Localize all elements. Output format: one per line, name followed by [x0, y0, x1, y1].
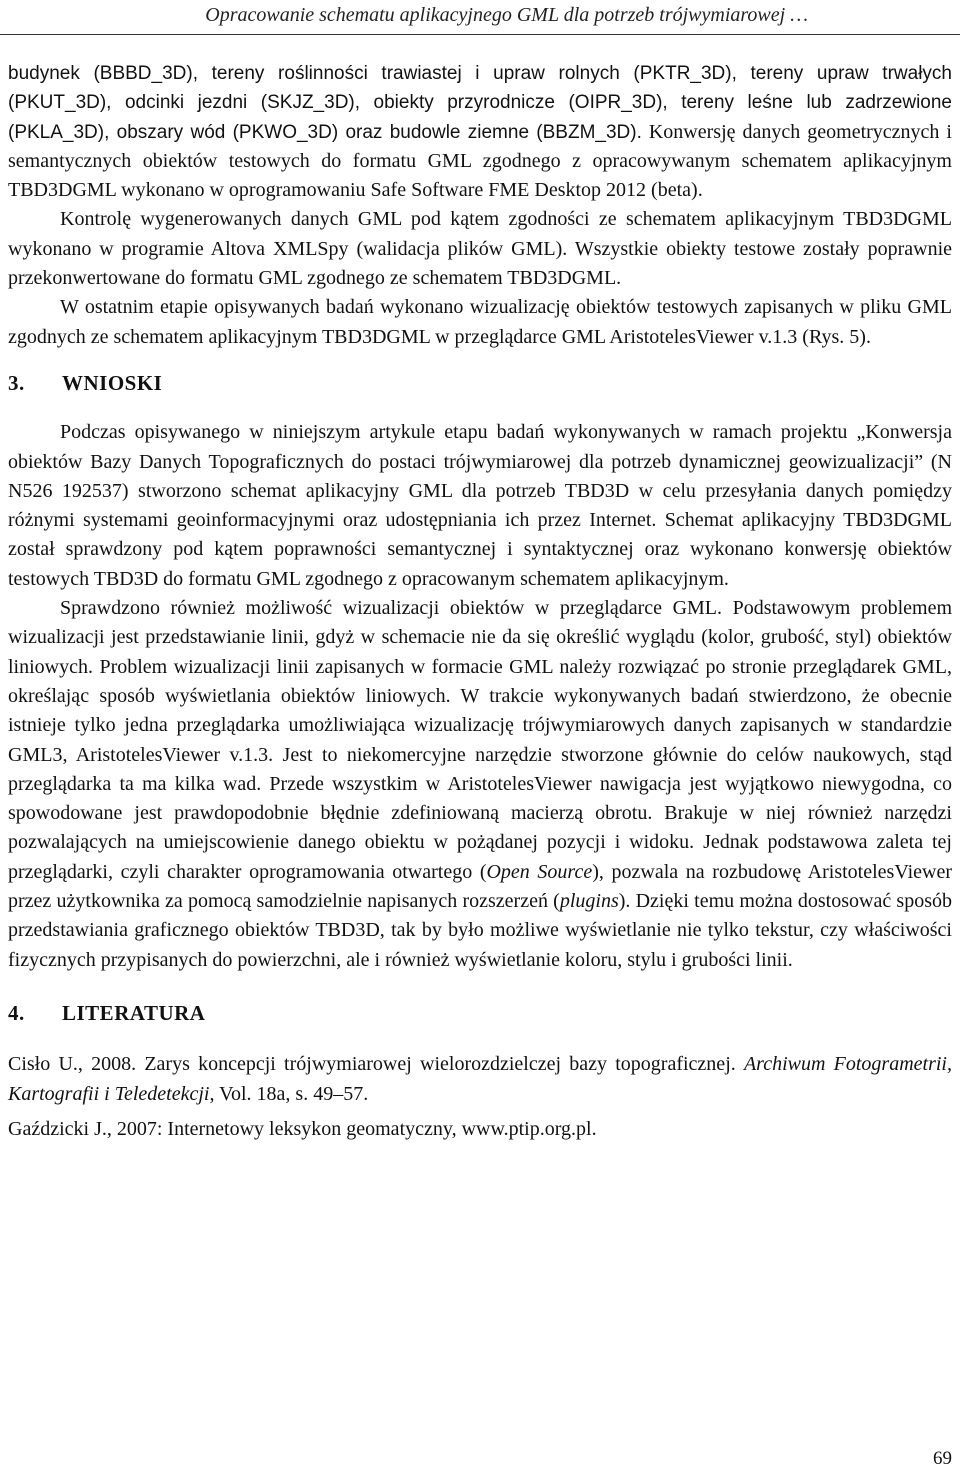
page-number: 69 [933, 1448, 952, 1469]
conclusions-paragraph-2: Sprawdzono również możliwość wizualizacji obiektów w przeglądarce GML. Podstawowym problemem wizualizacji jest przedstawianie linii, gdyż w schemacie nie da się określić wyglądu (kolor, grubość, styl) obiektów liniowych. Problem wizualizacji linii zapisanych w formacie GML należy rozwiązać po stronie przeglądarek GML, określając sposób wyświetlania obiektów liniowych. W trakcie wykonywanych badań stwierdzono, że obecnie istnieje tylko jedna przeglądarka umożliwiająca wizualizację trójwymiarowych danych zapisanych w standardzie GML3, AristotelesViewer v.1.3. Jest to niekomercyjne narzędzie stworzone głównie do celów naukowych, stąd przeglądarka ta ma kilka wad. Przede wszystkim w AristotelesViewer nawigacja jest wyjątkowo niewygodna, co spowodowane jest prawdopodobnie błędnie zdefiniowaną macierzą obrotu. Brakuje w niej również narzędzi pozwalających na umiejscowienie danego obiektu w pożądanej pozycji i widoku. Jednak podstawowa zaleta tej przeglądarki, czyli charakter oprogramowania otwartego (Open Source), pozwala na rozbudowę AristotelesViewer przez użytkownika za pomocą samodzielnie napisanych rozszerzeń (plugins). Dzięki temu można dostosować sposób przedstawiania graficznego obiektów TBD3D, tak by było możliwe wyświetlanie nie tylko tekstur, czy właściwości fizycznych przypisanych do powierzchni, ale i również wyświetlanie koloru, stylu i grubości linii. [8, 597, 952, 971]
reference-item: Cisło U., 2008. Zarys koncepcji trójwymiarowej wielorozdzielczej bazy topograficznej. Archiwum Fotogrametrii, Kartografii i Teledetekcji, Vol. 18a, s. 49–57. [8, 1053, 952, 1105]
visualization-paragraph: W ostatnim etapie opisywanych badań wykonano wizualizację obiektów testowych zapisanych w pliku GML zgodnych ze schematem aplikacyjnym TBD3DGML w przeglądarce GML AristotelesViewer v.1.3 (Rys. 5). [8, 296, 952, 348]
section-number: 3. [8, 370, 25, 395]
section-heading-literature [8, 999, 952, 1028]
conclusions-paragraph-1: Podczas opisywanego w niniejszym artykule etapu badań wykonywanych w ramach projektu „Konwersja obiektów Bazy Danych Topograficznych do postaci trójwymiarowej dla potrzeb dynamicznej geowizualizacji” (N N526 192537) stworzono schemat aplikacyjny GML dla potrzeb TBD3D w celu przesyłania danych pomiędzy różnymi systemami geoinformacyjnymi oraz udostępniania ich przez Internet. Schemat aplikacyjny TBD3DGML został sprawdzony pod kątem poprawności semantycznej i syntaktycznej oraz wykonano konwersję obiektów testowych TBD3D do formatu GML zgodnego z opracowanym schematem aplikacyjnym. [8, 421, 952, 590]
section-heading-conclusions [8, 369, 952, 398]
page-body [8, 59, 952, 1144]
conversion-sentence: Konwersję danych geometrycznych i semantycznych obiektów testowych do formatu GML zgodnego z opracowywanym schematem aplikacyjnym TBD3DGML wykonano w oprogramowaniu Safe Software FME Desktop 2012 (beta). [8, 120, 952, 202]
section-title: LITERATURA [62, 1000, 206, 1025]
conversion-result-sentence: Wszystkie obiekty testowe zostały poprawnie przekonwertowane do formatu GML zgodnego ze schematem TBD3DGML. [8, 237, 953, 290]
section-number: 4. [8, 1000, 25, 1025]
continuation-paragraph [8, 59, 952, 205]
italic-term: plugins [559, 890, 619, 913]
section-title: WNIOSKI [62, 370, 163, 395]
italic-term: Open Source [486, 860, 593, 883]
running-title: Opracowanie schematu aplikacyjnego GML dla potrzeb trójwymiarowej … [205, 4, 808, 26]
object-class-list: budynek (BBBD_3D), tereny roślinności trawiastej i upraw rolnych (PKTR_3D), tereny upraw trwałych (PKUT_3D), odcinki jezdni (SKJZ_3D), obiekty przyrodnicze (OIPR_3D), tereny leśne lub zadrzewione (PKLA_3D), obszary wód (PKWO_3D) oraz budowle ziemne (BBZM_3D). [8, 63, 952, 143]
reference-item: Gaździcki J., 2007: Internetowy leksykon geomatyczny, www.ptip.org.pl. [8, 1117, 597, 1140]
running-header [0, 0, 960, 35]
validation-paragraph [8, 205, 952, 293]
validation-sentence: Kontrolę wygenerowanych danych GML pod kątem zgodności ze schematem aplikacyjnym TBD3DGML wykonano w programie Altova XMLSpy (walidacja plików GML). [8, 208, 952, 260]
journal-title: Archiwum Fotogrametrii, Kartografii i Teledetekcji [8, 1053, 952, 1105]
